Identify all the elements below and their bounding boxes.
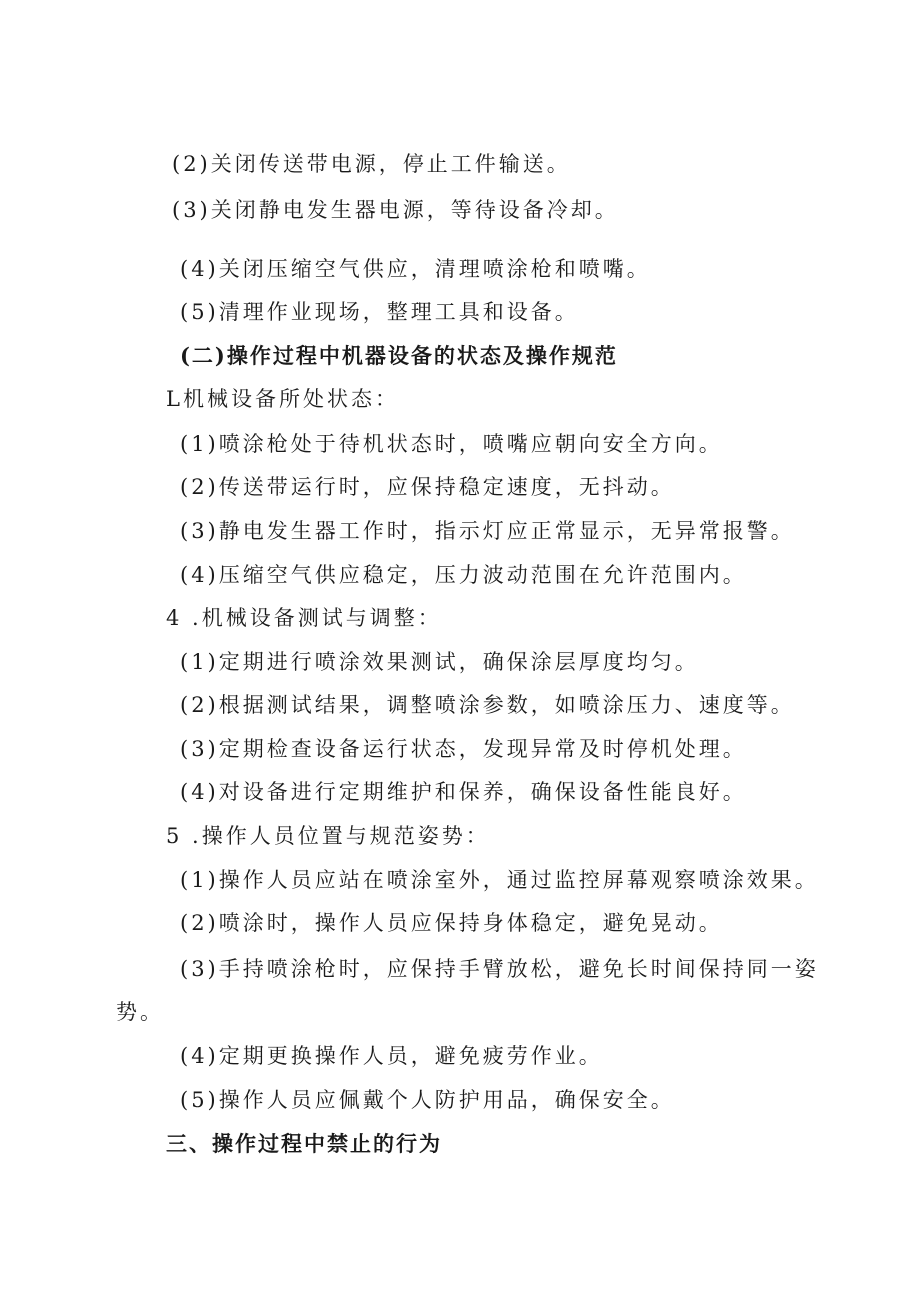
subsection-heading: L机械设备所处状态： [166,387,399,411]
section-heading: 三、操作过程中禁止的行为 [166,1131,442,1156]
text-line: (4)定期更换操作人员，避免疲劳作业。 [180,1044,603,1068]
text-line: (5)清理作业现场，整理工具和设备。 [180,300,579,324]
text-line: 势。 [116,1000,164,1024]
text-line: (2)传送带运行时，应保持稳定速度，无抖动。 [180,475,675,499]
text-line: (4)压缩空气供应稳定，压力波动范围在允许范围内。 [180,563,747,587]
text-line: (1)定期进行喷涂效果测试，确保涂层厚度均匀。 [180,650,699,674]
subsection-heading: 5 .操作人员位置与规范姿势： [166,824,490,848]
text-line: (5)操作人员应佩戴个人防护用品，确保安全。 [180,1088,675,1112]
text-line: (2)关闭传送带电源，停止工件输送。 [172,152,571,176]
text-line: (3)静电发生器工作时，指示灯应正常显示，无异常报警。 [180,519,795,543]
text-line: (3)定期检查设备运行状态，发现异常及时停机处理。 [180,737,747,761]
subsection-heading: 4 .机械设备测试与调整： [166,606,442,630]
text-line: (2)根据测试结果，调整喷涂参数，如喷涂压力、速度等。 [180,693,795,717]
section-heading: (二)操作过程中机器设备的状态及操作规范 [180,343,618,368]
text-line: (4)对设备进行定期维护和保养，确保设备性能良好。 [180,780,747,804]
text-line: (1)喷涂枪处于待机状态时，喷嘴应朝向安全方向。 [180,432,723,456]
text-line: (4)关闭压缩空气供应，清理喷涂枪和喷嘴。 [180,257,651,281]
text-line: (3)手持喷涂枪时，应保持手臂放松，避免长时间保持同一姿 [180,957,819,981]
text-line: (1)操作人员应站在喷涂室外，通过监控屏幕观察喷涂效果。 [180,868,819,892]
text-line: (2)喷涂时，操作人员应保持身体稳定，避免晃动。 [180,911,723,935]
text-line: (3)关闭静电发生器电源，等待设备冷却。 [172,198,619,222]
